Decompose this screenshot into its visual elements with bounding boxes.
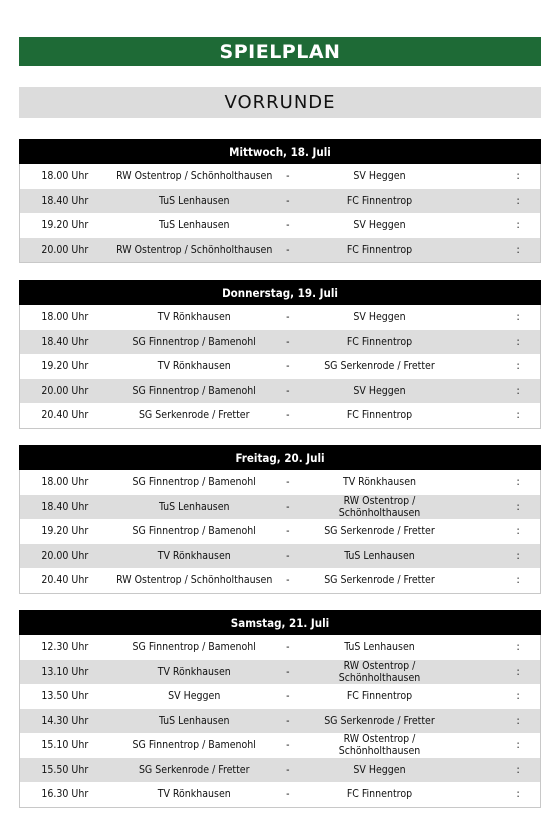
match-separator: -	[286, 335, 290, 348]
home-team: SG Serkenrode / Fretter	[138, 409, 250, 422]
match-separator: -	[286, 641, 290, 654]
match-separator: -	[286, 409, 290, 422]
match-separator: -	[286, 739, 290, 752]
match-separator: -	[286, 194, 290, 207]
score-placeholder: :	[516, 714, 520, 727]
score-placeholder: :	[516, 690, 520, 703]
match-time: 16.30 Uhr	[41, 788, 89, 801]
match-time: 13.50 Uhr	[41, 690, 89, 703]
match-row	[20, 635, 540, 660]
match-separator: -	[286, 476, 290, 489]
away-team: TuS Lenhausen	[344, 641, 415, 654]
day-block	[19, 280, 541, 429]
away-team: SV Heggen	[353, 311, 406, 324]
match-separator: -	[286, 170, 290, 183]
away-team: SG Serkenrode / Fretter	[324, 574, 435, 587]
score-placeholder: :	[516, 170, 520, 183]
match-separator: -	[286, 500, 290, 513]
away-team: SV Heggen	[353, 384, 406, 397]
home-team: TV Rönkhausen	[157, 311, 231, 324]
match-time: 15.10 Uhr	[41, 739, 89, 752]
home-team: TV Rönkhausen	[157, 549, 231, 562]
match-row	[20, 330, 540, 355]
home-team: SV Heggen	[168, 690, 221, 703]
home-team: TuS Lenhausen	[158, 714, 230, 727]
match-separator: -	[286, 311, 290, 324]
match-row	[20, 660, 540, 685]
away-team: FC Finnentrop	[346, 194, 413, 207]
home-team: SG Finnentrop / Bamenohl	[132, 641, 256, 654]
score-placeholder: :	[516, 335, 520, 348]
match-time: 12.30 Uhr	[41, 641, 89, 654]
match-separator: -	[286, 665, 290, 678]
match-row	[20, 470, 540, 495]
match-separator: -	[286, 525, 290, 538]
match-time: 20.40 Uhr	[41, 409, 89, 422]
home-team: RW Ostentrop / Schönholthausen	[116, 243, 273, 256]
away-team: TV Rönkhausen	[342, 476, 416, 489]
match-row	[20, 403, 540, 428]
match-time: 18.40 Uhr	[41, 335, 89, 348]
match-time: 19.20 Uhr	[41, 525, 89, 538]
round-title: VORRUNDE	[19, 87, 541, 118]
day-block	[19, 139, 541, 263]
day-block	[19, 445, 541, 594]
away-team: RW Ostentrop / Schönholthausen	[338, 494, 421, 519]
score-placeholder: :	[516, 219, 520, 232]
match-time: 15.50 Uhr	[41, 763, 89, 776]
match-row	[20, 684, 540, 709]
away-team: SV Heggen	[353, 763, 406, 776]
match-row	[20, 164, 540, 189]
match-row	[20, 544, 540, 569]
away-team: FC Finnentrop	[346, 243, 413, 256]
match-list	[19, 305, 541, 429]
away-team: RW Ostentrop / Schönholthausen	[338, 733, 421, 758]
match-time: 19.20 Uhr	[41, 360, 89, 373]
match-separator: -	[286, 763, 290, 776]
match-row	[20, 238, 540, 263]
match-time: 18.00 Uhr	[41, 170, 89, 183]
day-header: Donnerstag, 19. Juli	[19, 280, 541, 305]
score-placeholder: :	[516, 641, 520, 654]
day-header: Mittwoch, 18. Juli	[19, 139, 541, 164]
match-time: 18.40 Uhr	[41, 500, 89, 513]
home-team: RW Ostentrop / Schönholthausen	[116, 574, 273, 587]
match-time: 20.00 Uhr	[41, 549, 89, 562]
away-team: FC Finnentrop	[346, 690, 413, 703]
score-placeholder: :	[516, 739, 520, 752]
score-placeholder: :	[516, 763, 520, 776]
match-row	[20, 213, 540, 238]
match-time: 20.00 Uhr	[41, 243, 89, 256]
match-list	[19, 470, 541, 594]
away-team: SV Heggen	[353, 219, 406, 232]
score-placeholder: :	[516, 311, 520, 324]
away-team: FC Finnentrop	[346, 335, 413, 348]
home-team: TV Rönkhausen	[157, 360, 231, 373]
day-header: Freitag, 20. Juli	[19, 445, 541, 470]
home-team: SG Finnentrop / Bamenohl	[132, 384, 256, 397]
match-list	[19, 164, 541, 263]
score-placeholder: :	[516, 409, 520, 422]
away-team: SG Serkenrode / Fretter	[324, 714, 435, 727]
match-separator: -	[286, 714, 290, 727]
score-placeholder: :	[516, 788, 520, 801]
day-header: Samstag, 21. Juli	[19, 610, 541, 635]
home-team: TuS Lenhausen	[158, 194, 230, 207]
match-row	[20, 495, 540, 520]
match-time: 18.40 Uhr	[41, 194, 89, 207]
match-separator: -	[286, 574, 290, 587]
score-placeholder: :	[516, 476, 520, 489]
match-separator: -	[286, 549, 290, 562]
match-separator: -	[286, 384, 290, 397]
match-row	[20, 709, 540, 734]
match-row	[20, 189, 540, 214]
match-separator: -	[286, 243, 290, 256]
home-team: SG Finnentrop / Bamenohl	[132, 476, 256, 489]
away-team: SV Heggen	[353, 170, 406, 183]
score-placeholder: :	[516, 360, 520, 373]
away-team: FC Finnentrop	[346, 409, 413, 422]
match-separator: -	[286, 219, 290, 232]
match-row	[20, 354, 540, 379]
home-team: TuS Lenhausen	[158, 500, 230, 513]
score-placeholder: :	[516, 384, 520, 397]
match-separator: -	[286, 690, 290, 703]
match-row	[20, 568, 540, 593]
home-team: SG Finnentrop / Bamenohl	[132, 335, 256, 348]
match-row	[20, 305, 540, 330]
match-separator: -	[286, 360, 290, 373]
score-placeholder: :	[516, 500, 520, 513]
match-list	[19, 635, 541, 808]
away-team: RW Ostentrop / Schönholthausen	[338, 659, 421, 684]
match-time: 20.40 Uhr	[41, 574, 89, 587]
score-placeholder: :	[516, 243, 520, 256]
away-team: SG Serkenrode / Fretter	[324, 525, 435, 538]
away-team: FC Finnentrop	[346, 788, 413, 801]
score-placeholder: :	[516, 665, 520, 678]
match-time: 14.30 Uhr	[41, 714, 89, 727]
score-placeholder: :	[516, 549, 520, 562]
match-row	[20, 782, 540, 807]
away-team: TuS Lenhausen	[344, 549, 415, 562]
match-row	[20, 758, 540, 783]
page-title: SPIELPLAN	[19, 37, 541, 66]
match-time: 18.00 Uhr	[41, 476, 89, 489]
score-placeholder: :	[516, 525, 520, 538]
day-block	[19, 610, 541, 808]
match-time: 20.00 Uhr	[41, 384, 89, 397]
away-team: SG Serkenrode / Fretter	[324, 360, 435, 373]
match-time: 18.00 Uhr	[41, 311, 89, 324]
home-team: TV Rönkhausen	[157, 788, 231, 801]
match-row	[20, 733, 540, 758]
home-team: SG Serkenrode / Fretter	[138, 763, 250, 776]
match-row	[20, 519, 540, 544]
home-team: TuS Lenhausen	[158, 219, 230, 232]
home-team: SG Finnentrop / Bamenohl	[132, 739, 256, 752]
match-time: 19.20 Uhr	[41, 219, 89, 232]
match-separator: -	[286, 788, 290, 801]
score-placeholder: :	[516, 194, 520, 207]
match-row	[20, 379, 540, 404]
home-team: TV Rönkhausen	[157, 665, 231, 678]
score-placeholder: :	[516, 574, 520, 587]
home-team: RW Ostentrop / Schönholthausen	[116, 170, 273, 183]
match-time: 13.10 Uhr	[41, 665, 89, 678]
home-team: SG Finnentrop / Bamenohl	[132, 525, 256, 538]
